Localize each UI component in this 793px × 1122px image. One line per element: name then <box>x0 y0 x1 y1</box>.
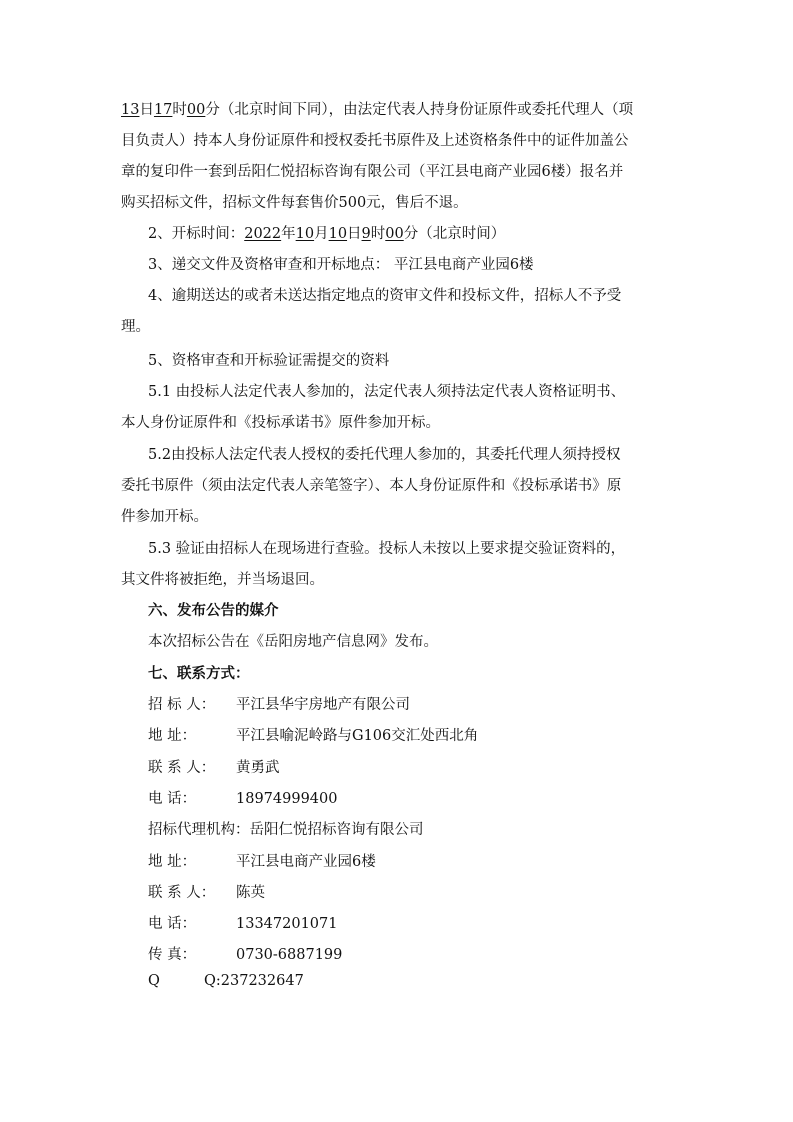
address-label: 地 址： <box>148 728 197 744</box>
opening-day: 10 <box>328 226 348 242</box>
item-3: 3、递交文件及资格审查和开标地点： 平江县电商产业园6楼 <box>148 257 534 273</box>
year-unit: 年 <box>281 226 296 242</box>
agency-phone-value: 13347201071 <box>236 916 338 932</box>
registration-line-3: 章的复印件一套到岳阳仁悦招标咨询有限公司（平江县电商产业园6楼）报名并 <box>121 164 624 180</box>
qq-label-q1: Q <box>148 973 160 989</box>
registration-line-4: 购买招标文件，招标文件每套售价500元，售后不退。 <box>121 195 468 211</box>
qq-label-q2: Q: <box>204 973 221 989</box>
qq-value: 237232647 <box>220 973 304 989</box>
opening-prefix: 2、开标时间： <box>148 226 245 242</box>
hour-unit: 时 <box>370 226 386 242</box>
month-unit: 月 <box>314 226 329 242</box>
phone-value: 18974999400 <box>236 791 338 807</box>
opening-hour: 9 <box>361 226 371 242</box>
address-value: 平江县喻泥岭路与G106交汇处西北角 <box>236 728 479 744</box>
opening-month: 10 <box>295 226 315 242</box>
day-unit: 日 <box>347 226 362 242</box>
fax-label: 传 真： <box>148 947 197 963</box>
day-unit: 日 <box>139 102 154 118</box>
phone-row <box>148 789 337 809</box>
item-5-2-line-3: 件参加开标。 <box>121 509 208 525</box>
qq-row <box>148 971 304 991</box>
tenderer-label: 招 标 人： <box>148 697 216 713</box>
section-7-heading: 七、联系方式： <box>148 666 250 682</box>
registration-line-1 <box>121 100 633 120</box>
contact-value: 黄勇武 <box>236 760 280 776</box>
item-5-2-line-1: 5.2由投标人法定代表人授权的委托代理人参加的，其委托代理人须持授权 <box>148 447 621 463</box>
section-6-text: 本次招标公告在《岳阳房地产信息网》发布。 <box>148 634 438 650</box>
agency-contact-label: 联 系 人： <box>148 885 216 901</box>
agency-address-label: 地 址： <box>148 854 197 870</box>
agency-phone-label: 电 话： <box>148 916 197 932</box>
contact-row <box>148 758 280 778</box>
agency-address-value: 平江县电商产业园6楼 <box>236 854 376 870</box>
agency-phone-row <box>148 914 337 934</box>
opening-suffix: 分（北京时间） <box>403 226 506 242</box>
agency-contact-value: 陈英 <box>236 885 265 901</box>
opening-time <box>148 224 505 244</box>
tenderer-value: 平江县华宇房地产有限公司 <box>236 697 410 713</box>
item-5-1-line-1: 5.1 由投标人法定代表人参加的，法定代表人须持法定代表人资格证明书、 <box>148 384 626 400</box>
agency-address-row <box>148 852 376 872</box>
agency-row <box>148 820 424 840</box>
registration-rest: 分（北京时间下同），由法定代表人持身份证原件或委托代理人（项 <box>205 102 634 118</box>
item-4-line-1: 4、逾期送达的或者未送达指定地点的资审文件和投标文件，招标人不予受 <box>148 288 622 304</box>
item-4-line-2: 理。 <box>121 319 150 335</box>
item-5-3-line-2: 其文件将被拒绝，并当场退回。 <box>121 572 324 588</box>
phone-label: 电 话： <box>148 791 197 807</box>
registration-day: 13 <box>121 102 140 118</box>
item-5-2-line-2: 委托书原件（须由法定代表人亲笔签字）、本人身份证原件和《投标承诺书》原 <box>121 478 622 494</box>
agency-value: 岳阳仁悦招标咨询有限公司 <box>249 822 424 838</box>
section-6-heading: 六、发布公告的媒介 <box>148 603 279 619</box>
registration-hour: 17 <box>153 102 173 118</box>
hour-unit: 时 <box>172 102 187 118</box>
item-5-1-line-2: 本人身份证原件和《投标承诺书》原件参加开标。 <box>121 415 440 431</box>
contact-label: 联 系 人： <box>148 760 216 776</box>
fax-row <box>148 945 342 965</box>
registration-minute: 00 <box>186 102 206 118</box>
fax-value: 0730-6887199 <box>236 947 343 963</box>
agency-label: 招标代理机构： <box>148 822 250 838</box>
item-5-3-line-1: 5.3 验证由招标人在现场进行查验。投标人未按以上要求提交验证资料的， <box>148 541 626 557</box>
item-5: 5、资格审查和开标验证需提交的资料 <box>148 353 390 369</box>
tenderer-row <box>148 695 410 715</box>
agency-contact-row <box>148 883 265 903</box>
address-row <box>148 726 478 746</box>
opening-year: 2022 <box>244 226 282 242</box>
registration-line-2: 目负责人）持本人身份证原件和授权委托书原件及上述资格条件中的证件加盖公 <box>121 133 629 149</box>
opening-minute: 00 <box>385 226 404 242</box>
